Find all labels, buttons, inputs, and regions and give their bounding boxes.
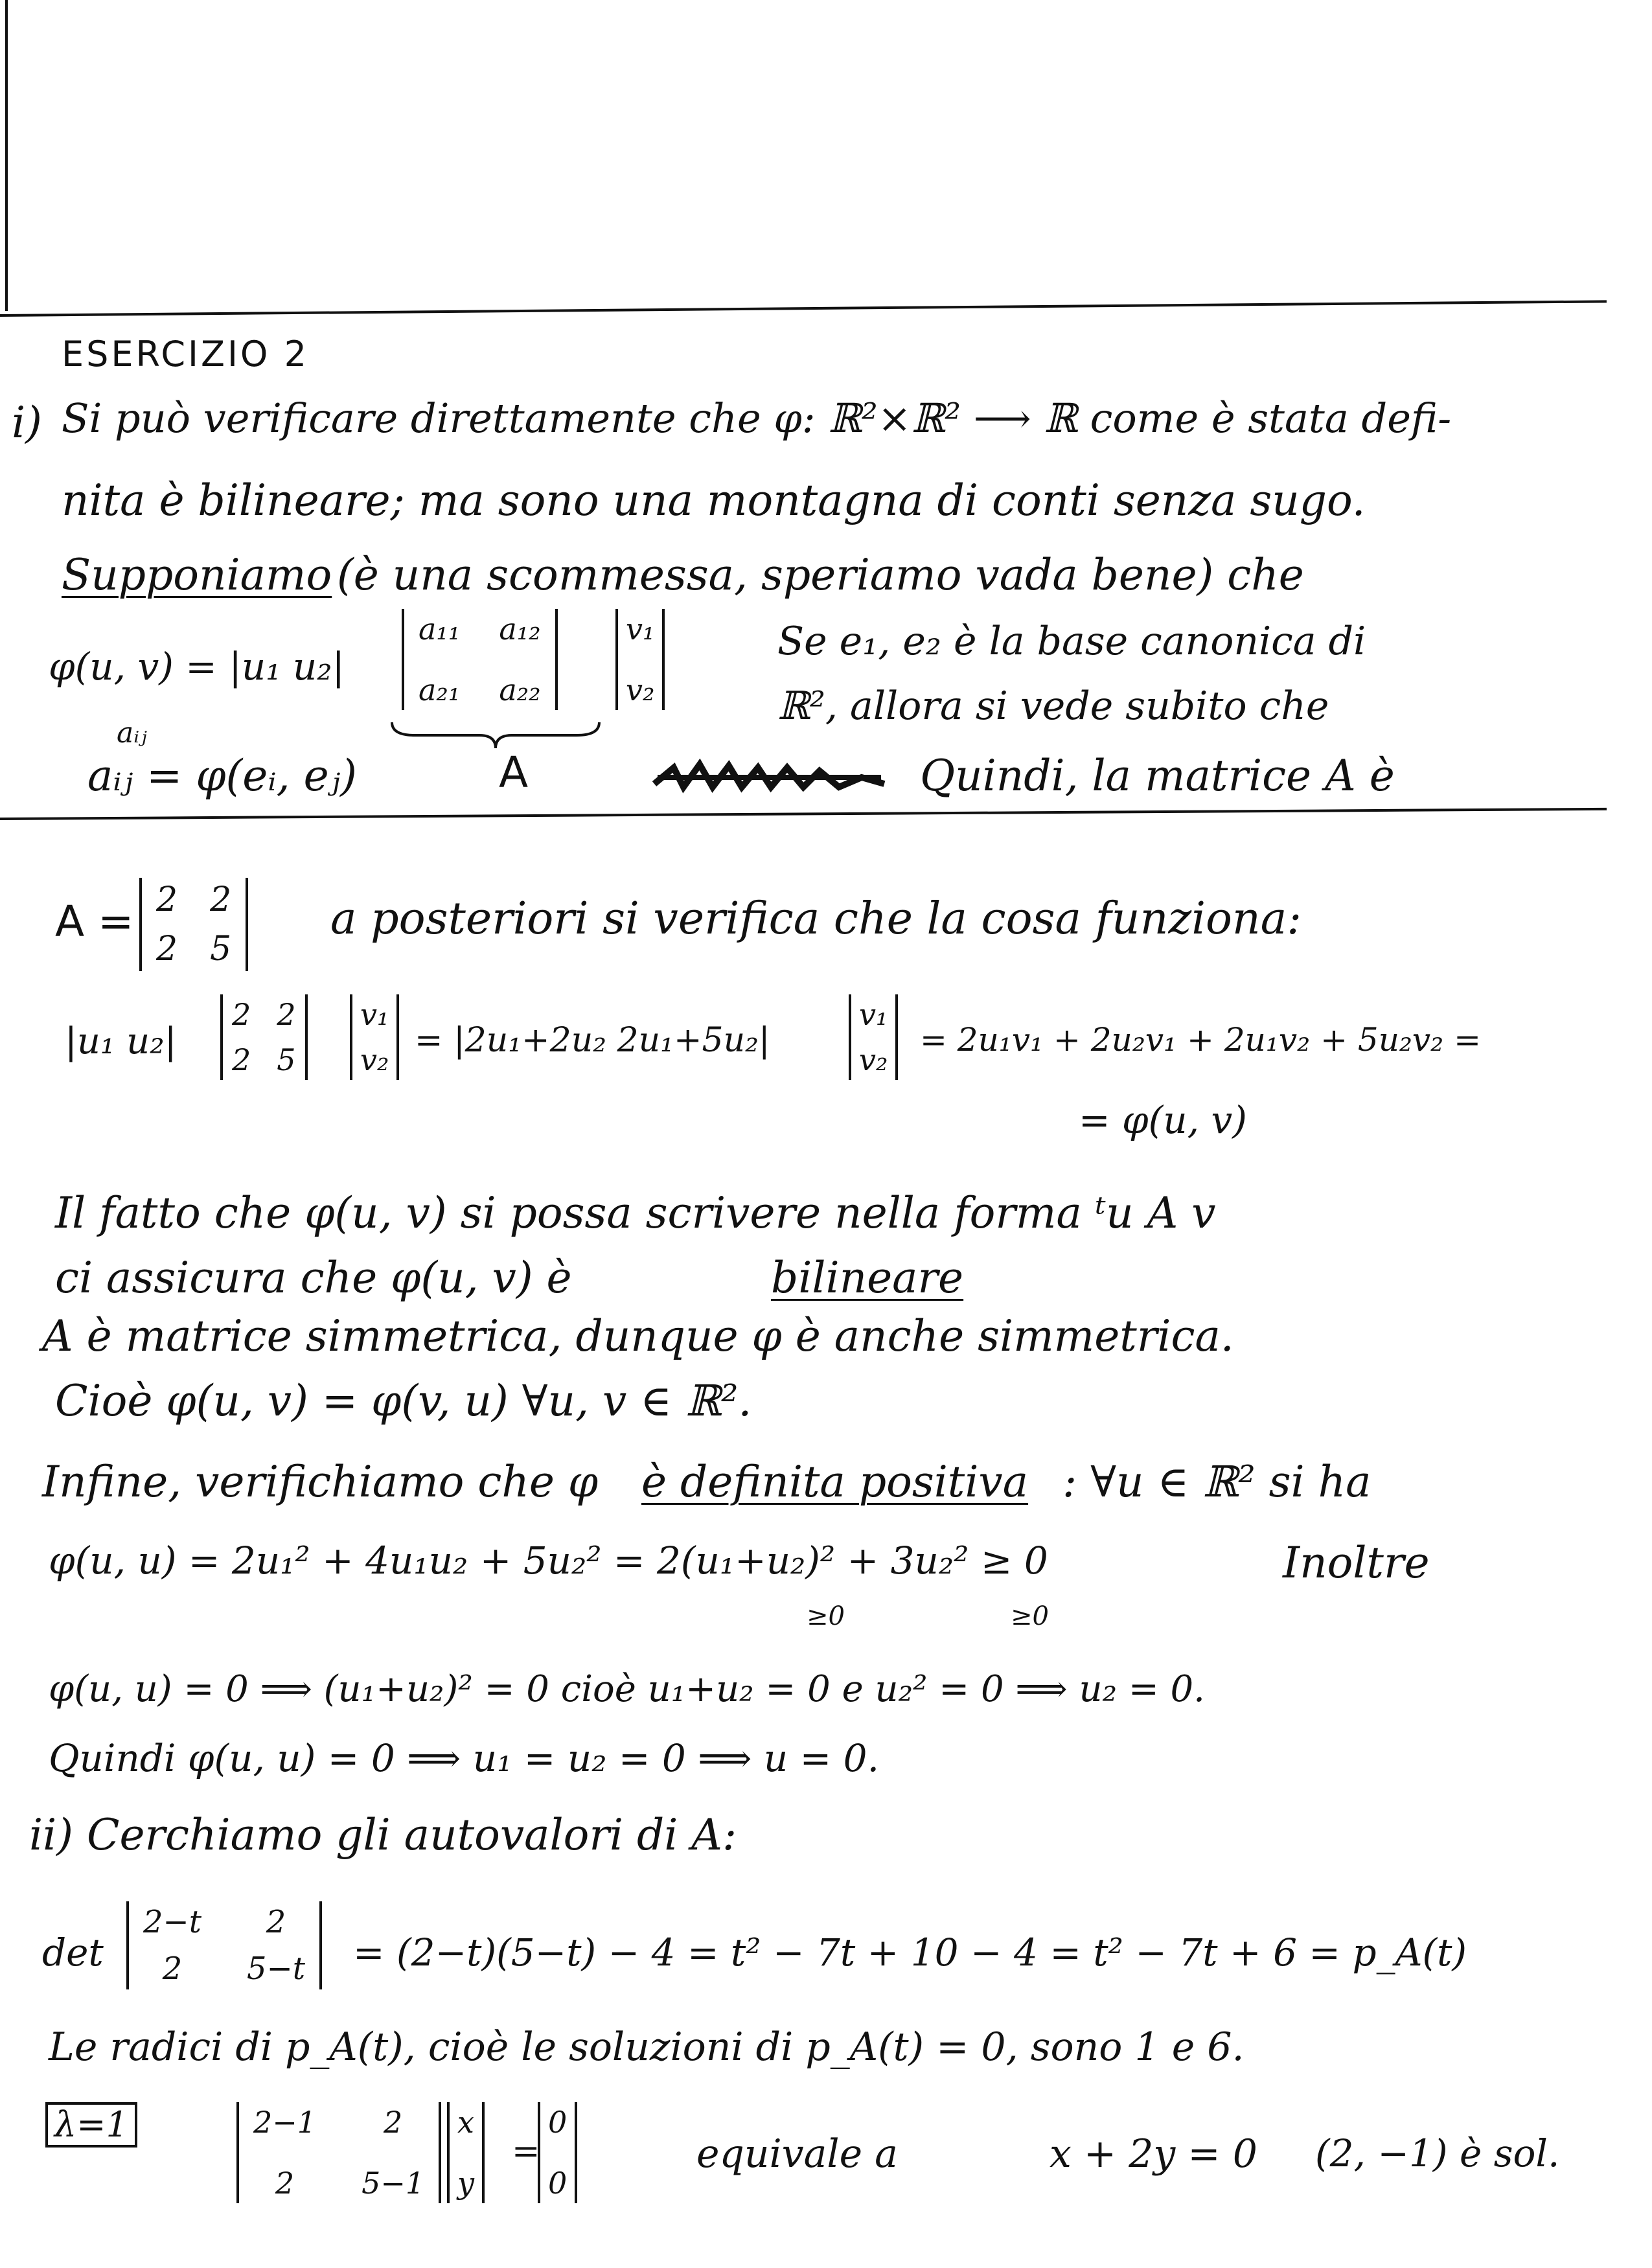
product-matrix-entry: 2 bbox=[232, 1042, 251, 1077]
column-vector-v-2 bbox=[849, 994, 898, 1080]
det-label: det bbox=[42, 1930, 104, 1975]
bilinear-word: bilineare bbox=[771, 1253, 964, 1303]
part2-heading: ii) Cerchiamo gli autovalori di A: bbox=[29, 1810, 737, 1860]
side-note-1: Se e₁, e₂ è la base canonica di bbox=[777, 619, 1366, 664]
system-unknowns bbox=[447, 2102, 485, 2203]
a11: a₁₁ bbox=[419, 612, 461, 647]
matrix-product bbox=[220, 994, 308, 1080]
a-matrix-entry: 2 bbox=[210, 880, 232, 919]
system-matrix-entry: 5−1 bbox=[361, 2166, 425, 2201]
a-matrix-entry: 2 bbox=[156, 880, 178, 919]
a-matrix bbox=[139, 878, 248, 971]
det-matrix bbox=[126, 1901, 322, 1989]
matrix-a-entries bbox=[402, 609, 558, 710]
equation-x-2y: x + 2y = 0 bbox=[1050, 2131, 1257, 2177]
aij-superscript: aᵢⱼ bbox=[117, 716, 147, 750]
system-matrix-entry: 2 bbox=[275, 2166, 295, 2201]
for-all-u: : ∀u ∈ ℝ² si ha bbox=[1062, 1457, 1371, 1507]
zero-entry: 0 bbox=[548, 2166, 568, 2201]
det-matrix-entry: 5−t bbox=[247, 1951, 306, 1987]
zero-entry: 0 bbox=[548, 2105, 568, 2140]
scribble-cross-out bbox=[654, 758, 888, 797]
part1-line-1: Si può verificare direttamente che φ: ℝ²×ℝ² ⟶ ℝ come è stata defi- bbox=[62, 395, 1452, 442]
product-expansion: = 2u₁v₁ + 2u₂v₁ + 2u₁v₂ + 5u₂v₂ = bbox=[920, 1021, 1482, 1059]
system-matrix bbox=[236, 2102, 441, 2203]
top-separator-line bbox=[0, 300, 1607, 317]
system-matrix-entry: 2 bbox=[383, 2105, 403, 2140]
a-posteriori-text: a posteriori si verifica che la cosa funziona: bbox=[330, 893, 1302, 945]
quadratic-form: φ(u, u) = 2u₁² + 4u₁u₂ + 5u₂² = 2(u₁+u₂)² + 3u₂² ≥ 0 bbox=[49, 1539, 1048, 1583]
zero-implication: φ(u, u) = 0 ⟹ (u₁+u₂)² = 0 cioè u₁+u₂ = 0 e u₂² = 0 ⟹ u₂ = 0. bbox=[49, 1668, 1205, 1710]
v1: v₁ bbox=[626, 612, 655, 647]
part1-line-2: nita è bilineare; ma sono una montagna di conti senza sugo. bbox=[62, 475, 1366, 525]
col-vec2-entry: v₁ bbox=[859, 997, 888, 1032]
unknown-y: y bbox=[457, 2166, 474, 2201]
a22: a₂₂ bbox=[499, 672, 541, 707]
system-zero-vector bbox=[538, 2102, 577, 2203]
equivale-text: equivale a bbox=[696, 2131, 898, 2177]
product-matrix-entry: 2 bbox=[277, 997, 296, 1032]
symmetric-statement: A è matrice simmetrica, dunque φ è anche simmetrica. bbox=[42, 1311, 1234, 1361]
product-matrix-entry: 5 bbox=[277, 1042, 296, 1077]
inoltre-word: Inoltre bbox=[1283, 1538, 1430, 1588]
middle-separator-line bbox=[0, 808, 1607, 820]
column-vector-v bbox=[350, 994, 399, 1080]
lambda-1-box: λ=1 bbox=[45, 2102, 137, 2148]
symmetry-equation: Cioè φ(u, v) = φ(v, u) ∀u, v ∈ ℝ². bbox=[55, 1376, 752, 1426]
col-vec-entry: v₂ bbox=[360, 1042, 389, 1077]
roots-statement: Le radici di p_A(t), cioè le soluzioni di p_A(t) = 0, sono 1 e 6. bbox=[49, 2024, 1245, 2070]
aij-definition: aᵢⱼ = φ(eᵢ, eⱼ) bbox=[87, 751, 357, 801]
ge-zero-annotation-2: ≥0 bbox=[1011, 1601, 1049, 1631]
eigenvector-solution: (2, −1) è sol. bbox=[1315, 2131, 1560, 2175]
det-matrix-entry: 2 bbox=[162, 1951, 183, 1987]
bilinear-statement: Il fatto che φ(u, v) si possa scrivere nella forma ᵗu A v bbox=[55, 1188, 1216, 1238]
a-matrix-entry: 5 bbox=[210, 930, 232, 968]
col-vec2-entry: v₂ bbox=[859, 1042, 888, 1077]
unknown-x: x bbox=[457, 2105, 474, 2140]
row-vector-u: |u₁ u₂| bbox=[65, 1020, 177, 1062]
supponiamo-word: Supponiamo bbox=[62, 550, 332, 600]
part1-line-3: (è una scommessa, speriamo vada bene) che bbox=[337, 550, 1304, 600]
bilinear-assurance: ci assicura che φ(u, v) è bbox=[55, 1253, 572, 1303]
ge-zero-annotation-1: ≥0 bbox=[807, 1601, 845, 1631]
brace-label-a: A bbox=[499, 748, 529, 797]
a12: a₁₂ bbox=[499, 612, 541, 647]
part1-label: i) bbox=[12, 398, 42, 448]
v2: v₂ bbox=[626, 672, 655, 707]
phi-definition-lhs: φ(u, v) = |u₁ u₂| bbox=[49, 645, 345, 689]
system-matrix-entry: 2−1 bbox=[253, 2105, 317, 2140]
a-matrix-entry: 2 bbox=[156, 930, 178, 968]
a21: a₂₁ bbox=[419, 672, 461, 707]
positive-definite-intro: Infine, verifichiamo che φ bbox=[42, 1457, 599, 1507]
product-middle: = |2u₁+2u₂ 2u₁+5u₂| bbox=[415, 1021, 770, 1060]
product-matrix-entry: 2 bbox=[232, 997, 251, 1032]
system-equals: = bbox=[512, 2132, 540, 2171]
underbrace bbox=[389, 719, 602, 751]
side-note-2: ℝ², allora si vede subito che bbox=[777, 683, 1329, 729]
product-equals-phi: = φ(u, v) bbox=[1079, 1098, 1247, 1142]
exercise-title: ESERCIZIO 2 bbox=[62, 334, 309, 374]
quindi-line: Quindi, la matrice A è bbox=[920, 751, 1395, 801]
quindi-conclusion: Quindi φ(u, u) = 0 ⟹ u₁ = u₂ = 0 ⟹ u = 0. bbox=[49, 1736, 880, 1780]
det-matrix-entry: 2−t bbox=[143, 1904, 202, 1940]
col-vec-entry: v₁ bbox=[360, 997, 389, 1032]
characteristic-polynomial: = (2−t)(5−t) − 4 = t² − 7t + 10 − 4 = t² − 7t + 6 = p_A(t) bbox=[353, 1930, 1467, 1975]
positive-definite-words: è definita positiva bbox=[641, 1457, 1029, 1507]
vector-v bbox=[615, 609, 665, 710]
top-left-vertical-line bbox=[5, 0, 8, 311]
a-label: A = bbox=[55, 897, 134, 946]
det-matrix-entry: 2 bbox=[266, 1904, 286, 1940]
